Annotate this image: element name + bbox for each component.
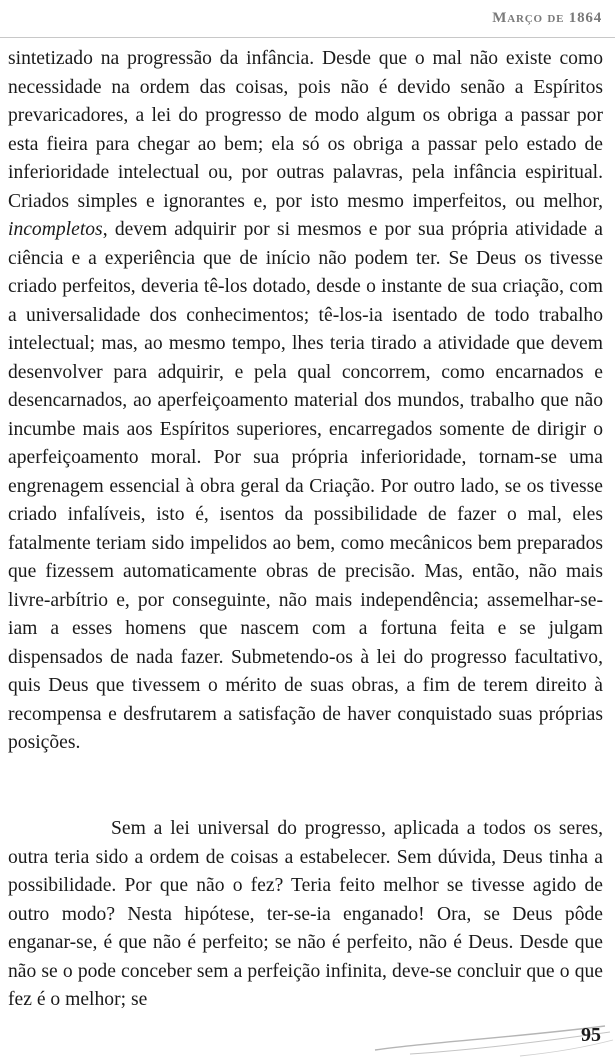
page-number: 95 — [581, 1024, 601, 1046]
paragraph-1-italic-word: incompletos — [8, 219, 103, 240]
paragraph-2: Sem a lei universal do progresso, aplicada a todos os seres, outra teria sido a ordem de coisas a estabelecer. Sem dúvida, Deus tinha a possibilidade. Por que não o fez? Teria feito melhor se tivesse agido de outro modo? Nesta hipótese, ter-se-ia enganado! Ora, se Deus pôde enganar-se, é que não é perfeito; se não é perfeito, não é Deus. Desde que não se o pode conceber sem a perfeição infinita, deve-se concluir que o que fez é o melhor; se — [8, 818, 603, 1010]
header-rule — [0, 37, 615, 38]
paragraph-1-text-b: , devem adquirir por si mesmos e por sua própria atividade a ciência e a experiência que de início não podem ter. Se Deus os tivesse criado perfeitos, deveria tê-los dotado, desde o instante de sua criação, com a universalidade dos conhecimentos; tê-los-ia isentado de todo trabalho intelectual; mas, ao mesmo tempo, lhes teria tirado a atividade que devem desenvolver para adquirir, e pela qual concorrem, como encarnados e desencarnados, ao aperfeiçoamento material dos mundos, trabalho que não incumbe mais aos Espíritos superiores, encarregados somente de dirigir o aperfeiçoamento moral. Por sua própria inferioridade, tornam-se uma engrenagem essencial à obra geral da Criação. Por outro lado, se os tivesse criado infalíveis, isto é, isentos da possibilidade de fazer o mal, eles fatalmente teriam sido impelidos ao bem, como mecânicos bem preparados que fizessem automaticamente obras de precisão. Mas, então, não mais livre-arbítrio e, por conseguinte, não mais independência; assemelhar-se-iam a esses homens que nascem com a fortuna feita e se julgam dispensados de nada fazer. Submetendo-os à lei do progresso facultativo, quis Deus que tivessem o mérito de suas obras, a fim de terem direito à recompensa e desfrutarem a satisfação de haver conquistado suas próprias posições. — [8, 219, 603, 753]
running-head-title: Março de 1864 — [492, 10, 602, 26]
footer-swash-ornament — [370, 1020, 615, 1060]
paragraph-1 — [8, 45, 603, 758]
paragraph-1-text-a: sintetizado na progressão da infância. Desde que o mal não existe como necessidade na ordem das coisas, pois não é devido senão a Espíritos prevaricadores, a lei do progresso de modo algum os obriga a passar por esta fieira para chegar ao bem; ela só os obriga a passar pelo estado de inferioridade intelectual ou, por outras palavras, pela infância espiritual. Criados simples e ignorantes e, por isto mesmo imperfeitos, ou melhor, — [8, 48, 603, 212]
